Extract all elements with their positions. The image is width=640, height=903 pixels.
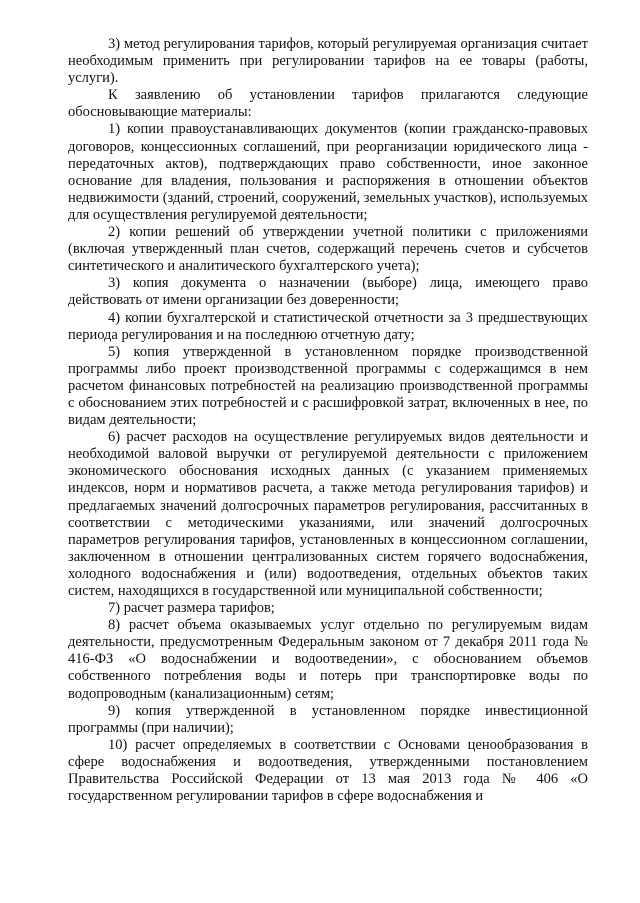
paragraph-materials-intro: К заявлению об установлении тарифов прилагаются следующие обосновывающие материалы: (68, 87, 588, 121)
paragraph-item-5: 5) копия утвержденной в установленном порядке производственной программы либо проект производственной программы с содержащимся в нем расчетом финансовых потребностей на реализацию производственной программы с обоснованием этих потребностей и с расшифровкой затрат, включенных в нее, по видам деятельности; (68, 343, 588, 429)
paragraph-item-10: 10) расчет определяемых в соответствии с Основами ценообразования в сфере водоснабжения и водоотведения, утвержденными постановлением Правительства Российской Федерации от 13 мая 2013 года № 406 «О государственном регулировании тарифов в сфере водоснабжения и (68, 736, 588, 805)
paragraph-item-7: 7) расчет размера тарифов; (108, 600, 275, 617)
paragraph-item-3: 3) копия документа о назначении (выборе) лица, имеющего право действовать от имени организации без доверенности; (68, 275, 588, 309)
paragraph-item-9: 9) копия утвержденной в установленном порядке инвестиционной программы (при наличии); (68, 702, 588, 736)
paragraph-item-6: 6) расчет расходов на осуществление регулируемых видов деятельности и необходимой валовой выручки от регулируемой деятельности с приложением экономического обоснования исходных данных (с указанием применяемых индексов, норм и нормативов расчета, а также метода регулирования тарифов) и предлагаемых значений долгосрочных параметров регулирования, рассчитанных в соответствии с методическими указаниями, или значений долгосрочных параметров регулирования тарифов, установленных в концессионном соглашении, заключенном в отношении централизованных систем горячего водоснабжения, холодного водоснабжения и (или) водоотведения, отдельных объектов таких систем, находящихся в государственной или муниципальной собственности; (68, 429, 588, 599)
paragraph-item-8: 8) расчет объема оказываемых услуг отдельно по регулируемым видам деятельности, предусмотренным Федеральным законом от 7 декабря 2011 года № 416-ФЗ «О водоснабжении и водоотведении», с обоснованием объемов собственного потребления воды и потерь при транспортировке воды по водопроводным (канализационным) сетям; (68, 617, 588, 702)
document-page (68, 36, 588, 805)
paragraph-method: 3) метод регулирования тарифов, который регулируемая организация считает необходимым применить при регулировании тарифов на ее товары (работы, услуги). (68, 36, 588, 87)
paragraph-item-1: 1) копии правоустанавливающих документов (копии гражданско-правовых договоров, концессионных соглашений, при реорганизации юридического лица - передаточных актов), подтверждающих право собственности, иное законное основание для владения, пользования и распоряжения в отношении объектов недвижимости (зданий, строений, сооружений, земельных участков), используемых для осуществления регулируемой деятельности; (68, 121, 588, 223)
paragraph-item-2: 2) копии решений об утверждении учетной политики с приложениями (включая утвержденный план счетов, содержащий перечень счетов и субсчетов синтетического и аналитического бухгалтерского учета); (68, 224, 588, 275)
paragraph-item-4: 4) копии бухгалтерской и статистической отчетности за 3 предшествующих периода регулирования и на последнюю отчетную дату; (68, 309, 588, 343)
